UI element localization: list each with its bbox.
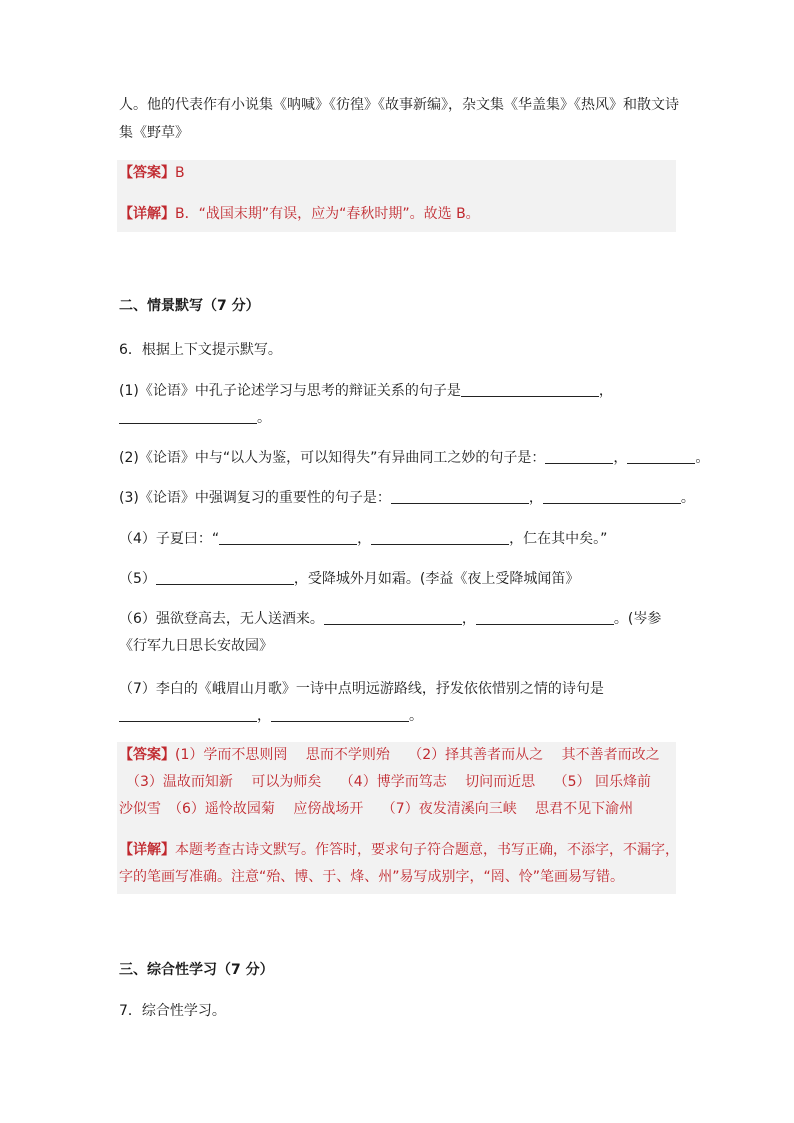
answer-blank[interactable] [543, 487, 681, 504]
q6-item-6: （6）强欲登高去，无人送酒来。 ， 。(岑参 [119, 606, 679, 632]
answer-blank[interactable] [371, 528, 509, 545]
q6-item-7: （7）李白的《峨眉山月歌》一诗中点明远游路线，抒发依依惜别之情的诗句是 [119, 681, 604, 697]
detail-tag: 【详解】 [119, 842, 175, 858]
section-2-heading: 二、情景默写（7 分） [119, 298, 260, 314]
q6-item-5: （5） ，受降城外月如霜。(李益《夜上受降城闻笛》 [119, 566, 679, 592]
q6-item-4: （4）子夏曰：“ ， ，仁在其中矣。” [119, 526, 679, 552]
q5-answer [119, 160, 679, 186]
answer-blank[interactable] [545, 447, 613, 464]
q6-detail-line-2: 字的笔画写准确。注意“殆、博、于、烽、州”易写成别字，“罔、怜”笔画易写错。 [119, 869, 625, 885]
q6-item-6-cont: 《行军九日思长安故园》 [119, 638, 273, 654]
q6-detail-line-1: 【详解】本题考查古诗文默写。作答时，要求句子符合题意，书写正确，不添字，不漏字， [119, 842, 679, 858]
answer-blank[interactable] [461, 380, 599, 397]
answer-blank[interactable] [324, 608, 462, 625]
q6-answer-line-2: （3）温故而知新 可以为师矣 （4）博学而笃志 切问而近思 （5） 回乐烽前 [119, 774, 651, 790]
q6-item-1-cont: 。 [119, 405, 679, 431]
answer-blank[interactable] [627, 447, 695, 464]
answer-tag: 【答案】 [119, 747, 175, 763]
intro-line-2: 集《野草》 [119, 125, 189, 141]
answer-blank[interactable] [391, 487, 529, 504]
q6-item-2: (2)《论语》中与“以人为鉴，可以知得失”有异曲同工之妙的句子是： ， 。 [119, 445, 679, 471]
intro-line-1: 人。他的代表作有小说集《呐喊》《彷徨》《故事新编》，杂文集《华盖集》《热风》和散文诗 [119, 97, 679, 113]
q6-item-3: (3)《论语》中强调复习的重要性的句子是： ， 。 [119, 485, 679, 511]
q6-answer-line-3: 沙似雪 （6）遥怜故园菊 应傍战场开 （7）夜发清溪向三峡 思君不见下渝州 [119, 801, 634, 817]
q6-item-7-cont: ， 。 [119, 703, 679, 729]
q7-title: 7．综合性学习。 [119, 1003, 226, 1019]
answer-text: B [175, 165, 185, 181]
section-3-heading: 三、综合性学习（7 分） [119, 962, 274, 978]
detail-tag: 【详解】 [119, 206, 175, 222]
answer-blank[interactable] [219, 528, 357, 545]
q6-answer-line-1: 【答案】(1）学而不思则罔 思而不学则殆 （2）择其善者而从之 其不善者而改之 [119, 747, 660, 763]
answer-blank[interactable] [119, 705, 257, 722]
detail-text: B．“战国末期”有误，应为“春秋时期”。故选 B。 [175, 206, 480, 222]
answer-blank[interactable] [271, 705, 409, 722]
answer-blank[interactable] [476, 608, 614, 625]
q6-title: 6．根据上下文提示默写。 [119, 342, 282, 358]
answer-tag: 【答案】 [119, 165, 175, 181]
answer-blank[interactable] [119, 407, 257, 424]
answer-blank[interactable] [156, 568, 294, 585]
q6-item-1: (1)《论语》中孔子论述学习与思考的辩证关系的句子是 ， [119, 378, 679, 404]
q5-detail [119, 201, 679, 227]
